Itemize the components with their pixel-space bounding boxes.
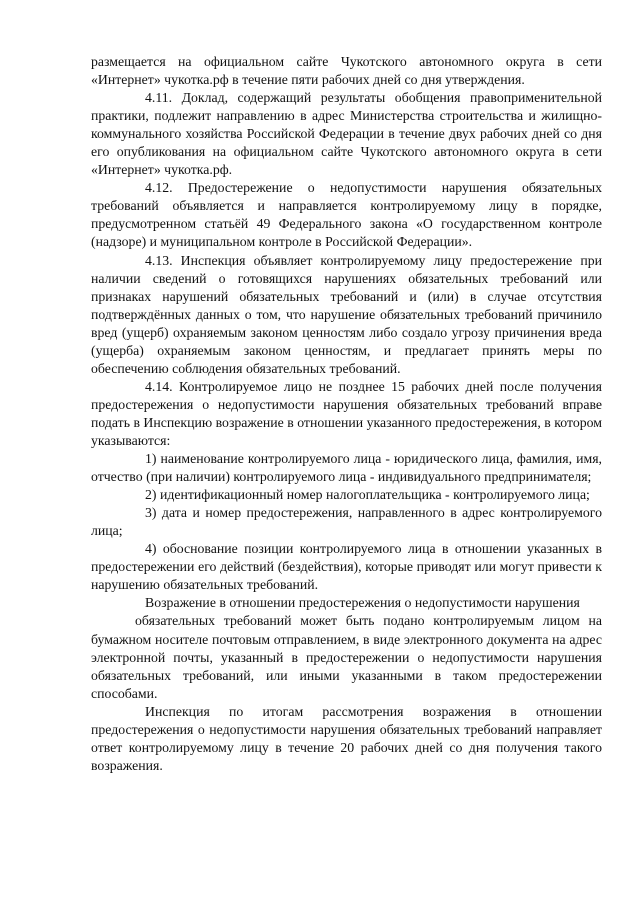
paragraph-4-13: 4.13. Инспекция объявляет контролируемому лицу предостережение при наличии сведений о готовящихся нарушениях обязательных требований или признаках нарушений обязательных требований и (или) в случае отсутствия подтверждённых данных о том, что нарушение обязательных требований причинило вред (ущерб) охраняемым законом ценностям либо создало угрозу причинения вреда (ущерба) охраняемым законом ценностям, и предлагает принять меры по обеспечению соблюдения обязательных требований. [91, 252, 602, 376]
list-item-2: 2) идентификационный номер налогоплательщика - контролируемого лица; [145, 487, 590, 503]
paragraph-4-14: 4.14. Контролируемое лицо не позднее 15 рабочих дней после получения предостережения о недопустимости нарушения обязательных требований вправе подать в Инспекцию возражение в отношении указанного предостережения, в котором указываются: [91, 378, 602, 448]
list-item-4: 4) обоснование позиции контролируемого лица в отношении указанных в предостережении его действий (бездействия), которые приводят или могут привести к нарушению обязательных требований. [91, 541, 602, 593]
list-item-3: 3) дата и номер предостережения, направленного в адрес контролируемого лица; [91, 505, 602, 539]
paragraph-continuation: размещается на официальном сайте Чукотского автономного округа в сети «Интернет» чукотка.рф в течение пяти рабочих дней со дня утверждения. [91, 54, 602, 88]
paragraph-objection-continuation: обязательных требований может быть подано контролируемым лицом на бумажном носителе почтовым отправлением, в виде электронного документа на адрес электронной почты, указанный в предостережении о недопустимости нарушения обязательных требований, или иными указанными в таком предостережении способами. [91, 613, 602, 701]
list-item-1: 1) наименование контролируемого лица - юридического лица, фамилия, имя, отчество (при наличии) контролируемого лица - индивидуального предпринимателя; [91, 451, 602, 485]
paragraph-4-12: 4.12. Предостережение о недопустимости нарушения обязательных требований объявляется и направляется контролируемому лицу в порядке, предусмотренном статьёй 49 Федерального закона «О государственном контроле (надзоре) и муниципальном контроле в Российской Федерации». [91, 180, 602, 250]
paragraph-response: Инспекция по итогам рассмотрения возражения в отношении предостережения о недопустимости нарушения обязательных требований направляет ответ контролируемому лицу в течение 20 рабочих дней со дня получения такого возражения. [91, 703, 602, 773]
paragraph-4-11: 4.11. Доклад, содержащий результаты обобщения правоприменительной практики, подлежит направлению в адрес Министерства строительства и жилищно-коммунального хозяйства Российской Федерации в течение двух рабочих дней со дня его опубликования на официальном сайте Чукотского автономного округа в сети «Интернет» чукотка.рф. [91, 90, 602, 178]
paragraph-objection: Возражение в отношении предостережения о недопустимости нарушения [145, 595, 580, 611]
